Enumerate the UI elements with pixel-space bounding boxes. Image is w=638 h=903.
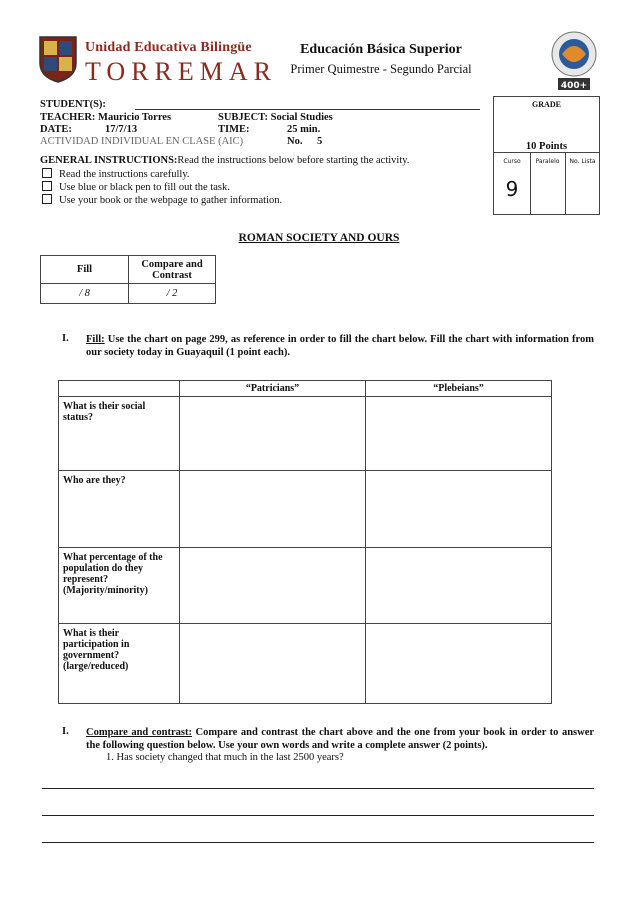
- chart-header-plebeians: “Plebeians”: [366, 381, 552, 397]
- score-header-fill: Fill: [41, 256, 129, 284]
- chart-answer-cell[interactable]: [366, 624, 552, 704]
- chart-corner-cell: [59, 381, 180, 397]
- number-value: 5: [317, 136, 323, 147]
- checkbox-icon[interactable]: [42, 194, 52, 204]
- section-2-label: Compare and contrast:: [86, 727, 193, 738]
- score-header-compare: Compare and Contrast: [129, 256, 216, 284]
- chart-answer-cell[interactable]: [366, 397, 552, 471]
- school-wordmark: TORREMAR: [85, 57, 277, 86]
- time-label: TIME:: [218, 124, 250, 135]
- lista-label: No. Lista: [569, 158, 596, 165]
- checkbox-icon[interactable]: [42, 168, 52, 178]
- answer-line[interactable]: [42, 842, 594, 843]
- grade-divider: [494, 152, 599, 153]
- score-fill-value[interactable]: / 8: [41, 284, 129, 304]
- answer-line[interactable]: [42, 788, 594, 789]
- grade-box: [493, 96, 600, 215]
- section-2-text: Compare and contrast the chart above and the one from your book in order to answer the following question below. Use your own words and write a complete answer (2 points).: [86, 727, 595, 751]
- chart-answer-cell[interactable]: [180, 397, 366, 471]
- accreditation-seal-logo: [548, 30, 600, 92]
- grade-title: GRADE: [532, 100, 561, 109]
- score-table: [40, 255, 216, 304]
- chart-row-label: What is their social status?: [59, 397, 180, 471]
- section-2-number: I.: [62, 726, 69, 737]
- section-1-instructions: [86, 333, 594, 359]
- instructions-heading: GENERAL INSTRUCTIONS:: [40, 155, 178, 166]
- chart-answer-cell[interactable]: [366, 548, 552, 624]
- teacher-field: TEACHER: Mauricio Torres: [40, 112, 172, 123]
- paralelo-label: Paralelo: [535, 158, 560, 165]
- subject-field: SUBJECT: Social Studies: [218, 112, 333, 123]
- chart-answer-cell[interactable]: [180, 471, 366, 548]
- date-label: DATE:: [40, 124, 72, 135]
- chart-header-patricians: “Patricians”: [180, 381, 366, 397]
- instruction-item: Read the instructions carefully.: [42, 168, 190, 180]
- activity-title: ROMAN SOCIETY AND OURS: [238, 232, 400, 244]
- score-compare-value[interactable]: / 2: [129, 284, 216, 304]
- section-1-number: I.: [62, 333, 69, 344]
- document-title: Educación Básica Superior: [300, 42, 462, 57]
- instructions-intro: Read the instructions below before starting the activity.: [177, 155, 410, 166]
- answer-line[interactable]: [42, 815, 594, 816]
- comparison-chart: [58, 380, 552, 704]
- student-label: STUDENT(S):: [40, 99, 106, 110]
- number-label: No.: [287, 136, 303, 147]
- section-1-text: Use the chart on page 299, as reference in order to fill the chart below. Fill the chart with information from our society today in Guayaquil (1 point each).: [86, 334, 595, 358]
- curso-value: 9: [505, 177, 519, 201]
- chart-row-label: What is their participation in government? (large/reduced): [59, 624, 180, 704]
- time-value: 25 min.: [287, 124, 321, 135]
- instruction-item: Use blue or black pen to fill out the task.: [42, 181, 230, 193]
- chart-row-label: Who are they?: [59, 471, 180, 548]
- chart-answer-cell[interactable]: [366, 471, 552, 548]
- chart-answer-cell[interactable]: [180, 548, 366, 624]
- grade-points: 10 Points: [525, 141, 568, 152]
- school-name: Unidad Educativa Bilingüe: [85, 40, 252, 55]
- chart-row-label: What percentage of the population do they represent? (Majority/minority): [59, 548, 180, 624]
- general-instructions: [40, 155, 409, 166]
- school-crest-logo: [38, 35, 78, 83]
- instruction-item: Use your book or the webpage to gather information.: [42, 194, 282, 206]
- student-name-field[interactable]: [135, 109, 480, 110]
- document-subtitle: Primer Quimestre - Segundo Parcial: [290, 62, 472, 76]
- chart-answer-cell[interactable]: [180, 624, 366, 704]
- checkbox-icon[interactable]: [42, 181, 52, 191]
- date-value: 17/7/13: [105, 124, 138, 135]
- svg-text:400+: 400+: [560, 81, 588, 91]
- activity-type: ACTIVIDAD INDIVIDUAL EN CLASE (AIC): [40, 136, 244, 147]
- section-2-instructions: [86, 726, 594, 752]
- question-1: 1. Has society changed that much in the last 2500 years?: [106, 752, 344, 763]
- section-1-label: Fill:: [86, 334, 105, 345]
- curso-label: Curso: [503, 158, 521, 165]
